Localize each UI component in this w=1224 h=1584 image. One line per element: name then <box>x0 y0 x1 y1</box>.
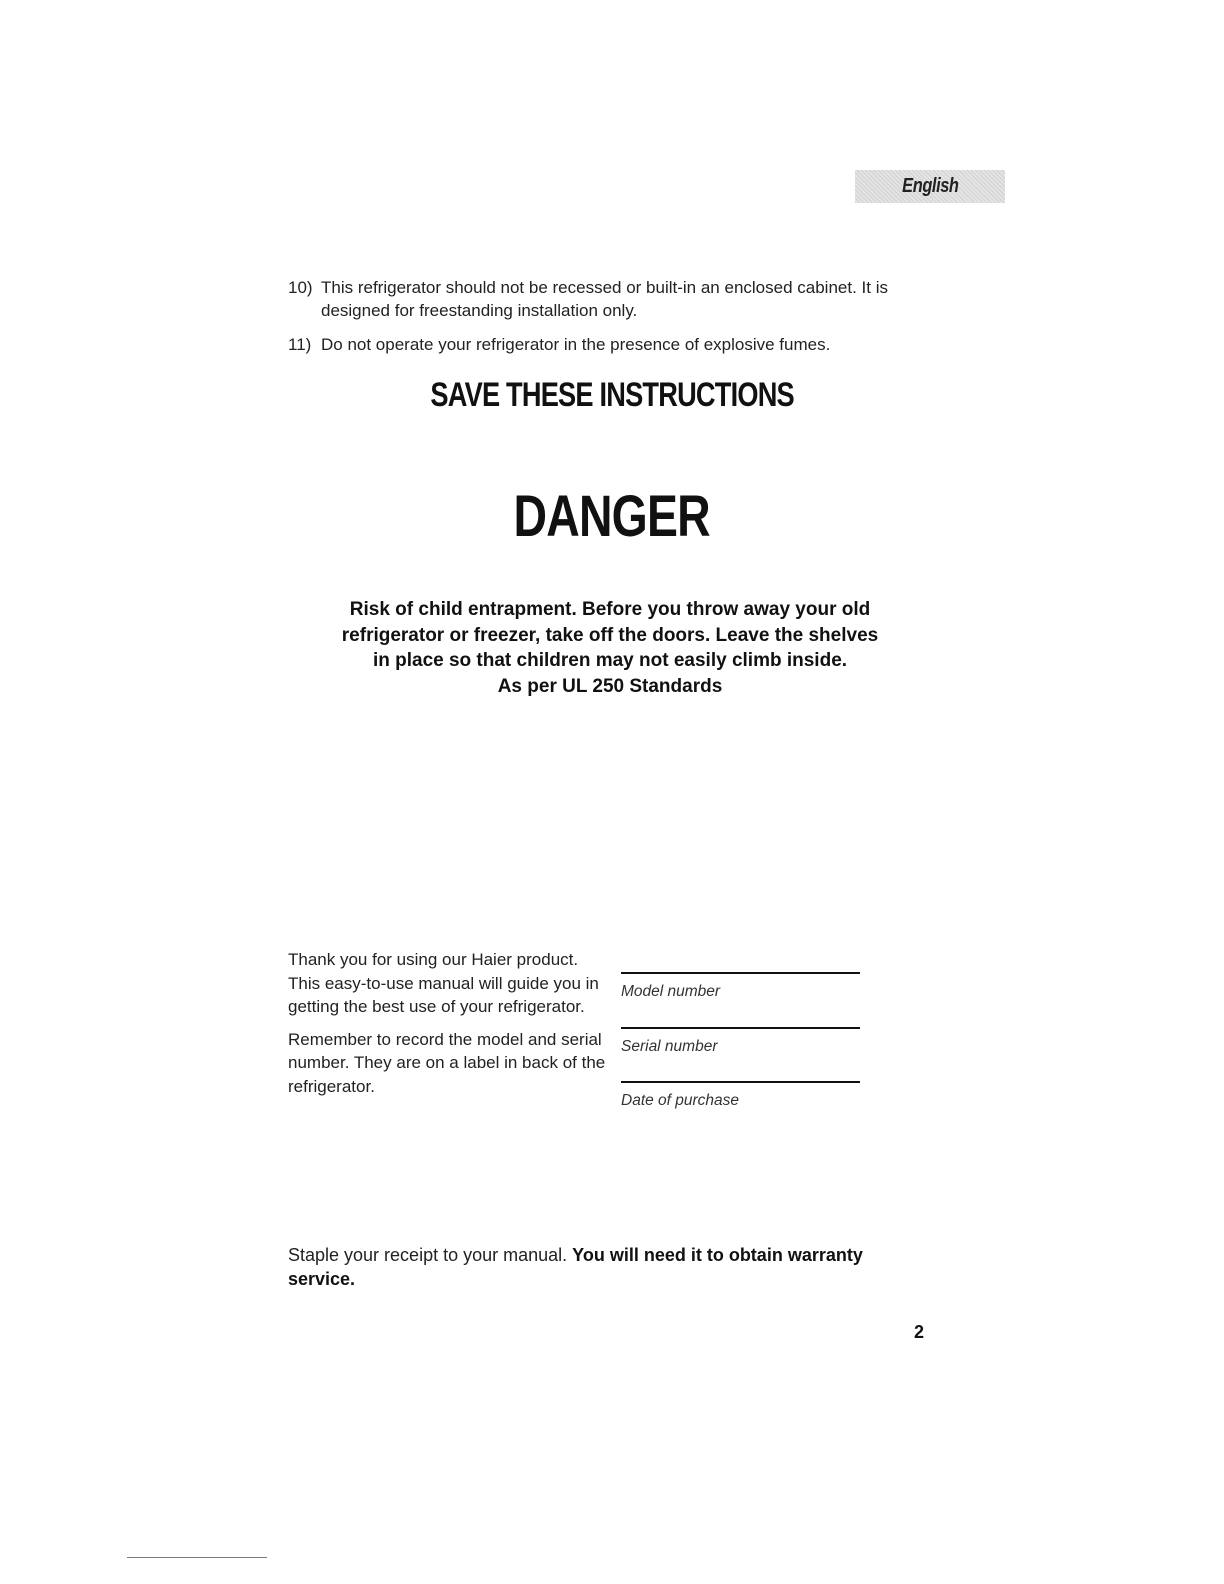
footer-divider <box>127 1557 267 1558</box>
date-of-purchase-label: Date of purchase <box>621 1092 740 1109</box>
save-instructions-heading-text: SAVE THESE INSTRUCTIONS <box>430 376 794 414</box>
receipt-note-normal: Staple your receipt to your manual. <box>288 1245 573 1265</box>
receipt-note <box>288 1243 888 1291</box>
instruction-number: 10) <box>288 278 313 297</box>
language-tab <box>855 170 1005 203</box>
danger-heading <box>0 482 1224 552</box>
instruction-number: 11) <box>288 335 312 354</box>
danger-line: in place so that children may not easily climb inside. <box>372 650 848 671</box>
intro-paragraph-record: Remember to record the model and serial number. They are on a label in back of the refrigerator. <box>288 1029 606 1096</box>
language-tab-label: English <box>901 175 959 197</box>
danger-warning-text <box>250 597 970 699</box>
model-number-label: Model number <box>621 983 721 1000</box>
page-number: 2 <box>914 1322 925 1342</box>
danger-standard-line: As per UL 250 Standards <box>497 675 723 697</box>
instruction-text: Do not operate your refrigerator in the presence of explosive fumes. <box>321 335 831 354</box>
danger-line: Risk of child entrapment. Before you throw away your old <box>349 599 871 620</box>
date-of-purchase-field <box>621 1081 860 1111</box>
serial-number-field <box>621 1027 860 1057</box>
receipt-note-bold: You will need it to obtain warranty service. <box>288 1245 863 1289</box>
intro-paragraph-thanks: Thank you for using our Haier product. This easy-to-use manual will guide you in getting the best use of your refrigerator. <box>288 950 599 1016</box>
instruction-text: This refrigerator should not be recessed or built-in an enclosed cabinet. It is designed for freestanding installation only. <box>321 278 888 320</box>
danger-line: refrigerator or freezer, take off the doors. Leave the shelves <box>341 624 879 646</box>
instruction-item-10 <box>288 276 948 322</box>
save-instructions-heading <box>0 372 1224 418</box>
serial-number-label: Serial number <box>621 1038 718 1055</box>
danger-heading-text: DANGER <box>513 484 711 549</box>
intro-text <box>288 948 608 1107</box>
model-number-field <box>621 972 860 1002</box>
instruction-item-11 <box>288 333 948 356</box>
